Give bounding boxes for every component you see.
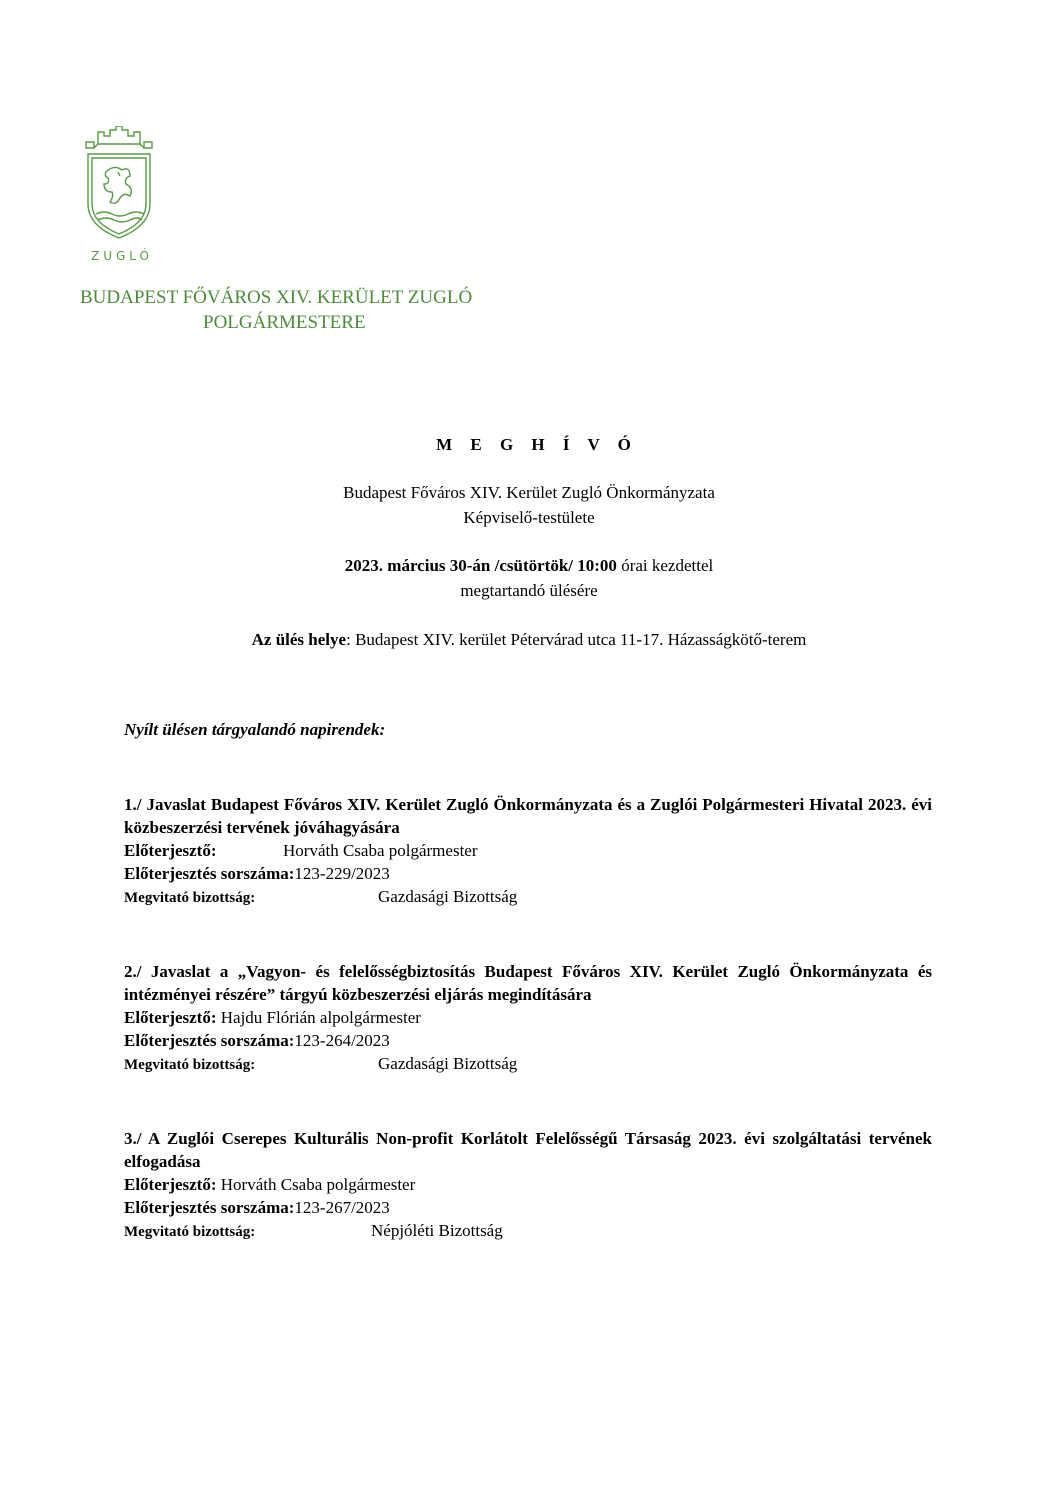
agenda-item-1 (124, 793, 932, 908)
organization-name-line1: BUDAPEST FŐVÁROS XIV. KERÜLET ZUGLÓ (80, 287, 473, 308)
proposal-number-label: Előterjesztés sorszáma: (124, 1198, 295, 1217)
venue-text: Budapest XIV. kerület Pétervárad utca 11-17. Házasságkötő-terem (355, 630, 807, 649)
committee-label: Megvitató bizottság: (124, 1057, 256, 1073)
organization-name-line2: POLGÁRMESTERE (203, 312, 366, 333)
venue-line (0, 627, 1058, 652)
committee-label: Megvitató bizottság: (124, 1224, 256, 1240)
logo-lettering: ZUGLÓ (90, 249, 154, 263)
committee-value: Népjóléti Bizottság (371, 1221, 503, 1240)
presenter-value: Horváth Csaba polgármester (283, 841, 478, 860)
agenda-heading: Nyílt ülésen tárgyalandó napirendek: (124, 720, 386, 739)
committee-value: Gazdasági Bizottság (378, 1054, 518, 1073)
proposal-number-value: 123-229/2023 (294, 864, 390, 883)
committee-row (124, 1052, 932, 1075)
invitee-line1: Budapest Főváros XIV. Kerület Zugló Önkormányzata (343, 483, 715, 502)
invitee-block (0, 480, 1058, 530)
invitee-line2: Képviselő-testülete (463, 508, 595, 527)
proposal-number-row (124, 862, 932, 885)
document-title: M E G H Í V Ó (436, 435, 638, 454)
presenter-row (124, 839, 932, 862)
agenda-item-title: 2./ Javaslat a „Vagyon- és felelősségbiztosítás Budapest Főváros XIV. Kerület Zugló Önkormányzata és intézményei részére” tárgyú közbeszerzési eljárás megindítására (124, 962, 932, 1004)
proposal-number-row (124, 1196, 932, 1219)
proposal-number-label: Előterjesztés sorszáma: (124, 864, 295, 883)
zuglo-coat-of-arms-logo (84, 126, 160, 266)
committee-value: Gazdasági Bizottság (378, 887, 518, 906)
presenter-label: Előterjesztő: (124, 1175, 217, 1194)
presenter-label: Előterjesztő: (124, 841, 217, 860)
venue-label: Az ülés helye (251, 630, 347, 649)
meeting-date-time: 2023. március 30-án /csütörtök/ 10:00 (344, 556, 617, 575)
committee-row (124, 1219, 932, 1242)
presenter-label: Előterjesztő: (124, 1008, 217, 1027)
coat-of-arms-icon (84, 126, 160, 266)
presenter-value: Horváth Csaba polgármester (220, 1175, 416, 1194)
presenter-value: Hajdu Flórián alpolgármester (220, 1008, 421, 1027)
proposal-number-value: 123-267/2023 (294, 1198, 390, 1217)
presenter-row (124, 1173, 932, 1196)
venue-colon: : (346, 630, 356, 649)
agenda-item-3 (124, 1127, 932, 1242)
meeting-start-text: órai kezdettel (616, 556, 714, 575)
proposal-number-label: Előterjesztés sorszáma: (124, 1031, 295, 1050)
meeting-datetime-block (0, 553, 1058, 603)
meeting-datetime-line (0, 553, 1058, 578)
committee-row (124, 885, 932, 908)
agenda-item-2 (124, 960, 932, 1075)
presenter-row (124, 1006, 932, 1029)
meeting-line: megtartandó ülésére (460, 581, 598, 600)
proposal-number-value: 123-264/2023 (294, 1031, 390, 1050)
agenda-item-title: 1./ Javaslat Budapest Főváros XIV. Kerület Zugló Önkormányzata és a Zuglói Polgármesteri Hivatal 2023. évi közbeszerzési tervének jóváhagyására (124, 795, 932, 837)
agenda-item-title: 3./ A Zuglói Cserepes Kulturális Non-profit Korlátolt Felelősségű Társaság 2023. évi szolgáltatási tervének elfogadása (124, 1129, 932, 1171)
committee-label: Megvitató bizottság: (124, 890, 256, 906)
proposal-number-row (124, 1029, 932, 1052)
